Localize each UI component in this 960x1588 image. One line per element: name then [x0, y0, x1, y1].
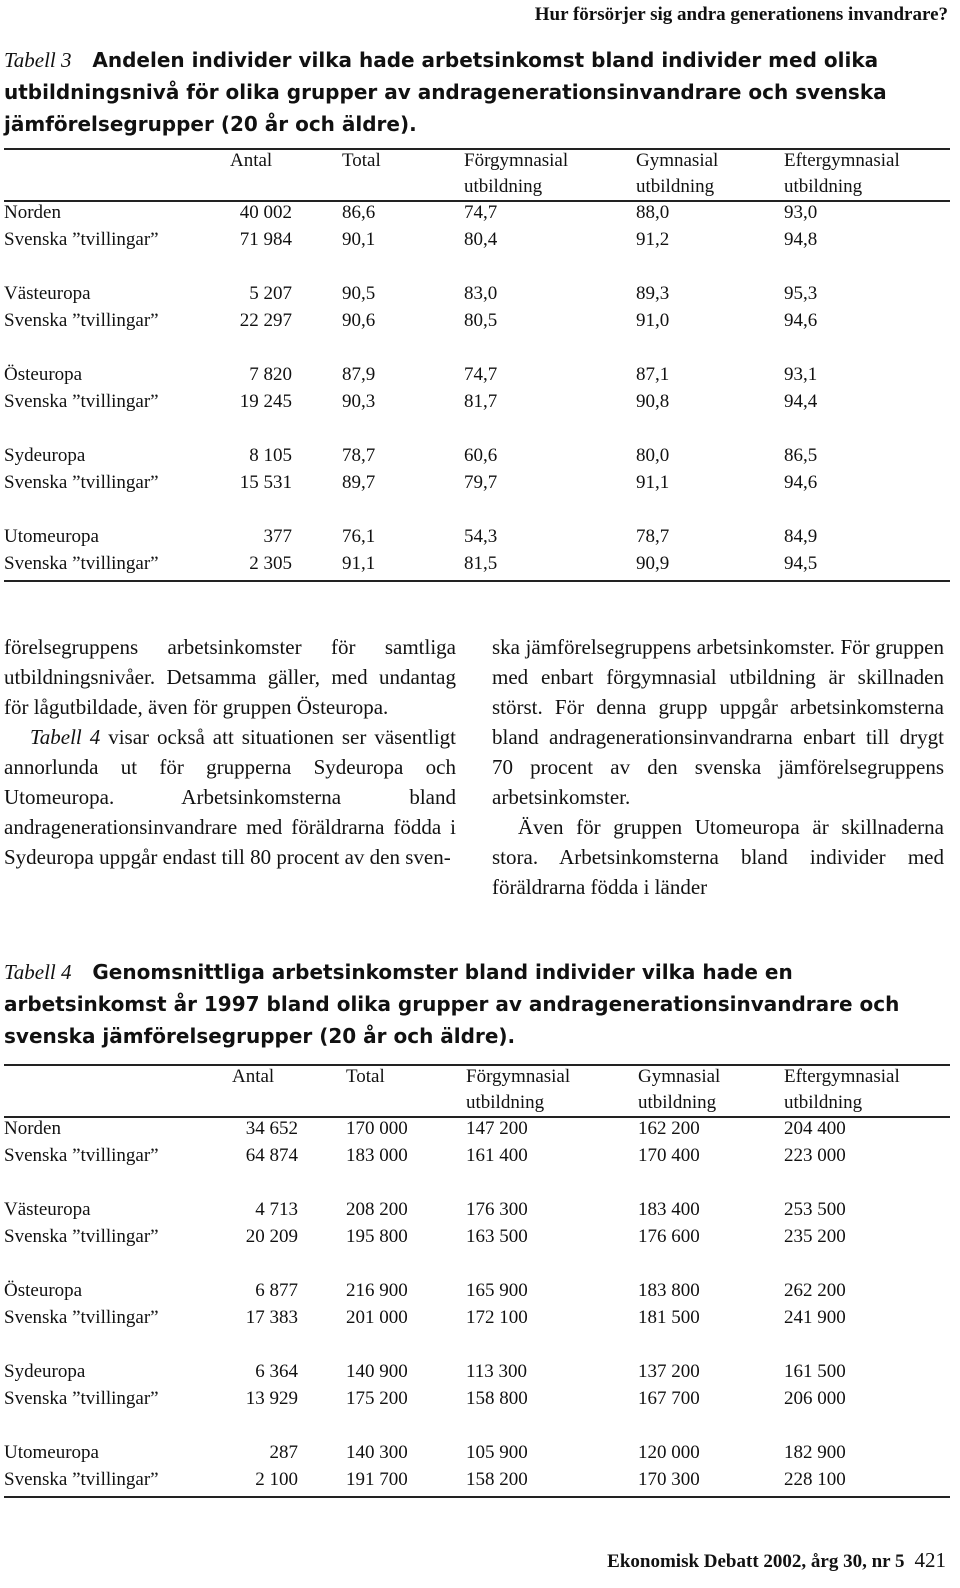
row-label: Sydeuropa	[4, 445, 86, 466]
table4-label: Tabell 4	[4, 960, 72, 984]
table3-caption	[4, 44, 950, 140]
column-header: Eftergymnasial	[784, 150, 900, 171]
table-cell: 91,1	[636, 472, 670, 493]
table-cell: 88,0	[636, 202, 670, 223]
table3	[4, 148, 950, 582]
table-cell: 80,4	[464, 229, 498, 250]
table-row	[4, 364, 950, 391]
table-cell: 183 400	[638, 1199, 700, 1220]
table-cell: 83,0	[464, 283, 498, 304]
body-left-paragraph-2-text: visar också att situationen ser väsentligt annorlunda ut för grupperna Sydeuropa och Utomeuropa. Arbetsinkomsterna bland andragenerationsinvandrare med föräldrarna födda i Sydeuropa uppgår endast till 80 procent av den sven-	[4, 725, 456, 869]
table-cell: 8 105	[249, 445, 292, 466]
table-cell: 60,6	[464, 445, 498, 466]
table-cell: 172 100	[466, 1307, 528, 1328]
table-cell: 95,3	[784, 283, 818, 304]
column-header: utbildning	[784, 176, 863, 197]
row-label: Utomeuropa	[4, 526, 99, 547]
column-header: Eftergymnasial	[784, 1066, 900, 1087]
body-left-paragraph-1: förelsegruppens arbetsinkomster för samtliga utbildningsnivåer. Detsamma gäller, med undantag för lågutbildade, även för gruppen Östeuropa.	[4, 635, 456, 719]
table-cell: 89,7	[342, 472, 376, 493]
table-row	[4, 1361, 950, 1388]
table-cell: 262 200	[784, 1280, 846, 1301]
body-right-paragraph-2: Även för gruppen Utomeuropa är skillnaderna stora. Arbetsinkomsterna bland individer med föräldrarna födda i länder	[492, 815, 944, 899]
table-cell: 80,5	[464, 310, 498, 331]
column-header: Förgymnasial	[464, 150, 569, 171]
column-header: Gymnasial	[636, 150, 719, 171]
column-header: Antal	[230, 150, 273, 171]
table3-title: Andelen individer vilka hade arbetsinkomst bland individer med olika utbildningsnivå för olika grupper av andragenerationsinvandrare och svenska jämförelsegrupper (20 år och äldre).	[4, 48, 887, 136]
table-cell: 87,9	[342, 364, 376, 385]
table-cell: 6 364	[255, 1361, 298, 1382]
table-cell: 223 000	[784, 1145, 846, 1166]
body-left-paragraph-2	[4, 722, 456, 872]
table-cell: 90,9	[636, 553, 670, 574]
table-cell: 158 800	[466, 1388, 528, 1409]
table-cell: 40 002	[239, 202, 292, 223]
body-column-right	[492, 632, 944, 902]
table-cell: 87,1	[636, 364, 670, 385]
column-header: Total	[346, 1066, 385, 1087]
row-label: Svenska ”tvillingar”	[4, 472, 159, 493]
table-bottom-rule	[4, 580, 950, 582]
table-cell: 6 877	[255, 1280, 298, 1301]
row-label: Svenska ”tvillingar”	[4, 553, 159, 574]
table-cell: 140 300	[346, 1442, 408, 1463]
table-cell: 175 200	[346, 1388, 408, 1409]
column-header: Total	[342, 150, 381, 171]
table-cell: 170 300	[638, 1469, 700, 1490]
row-label: Svenska ”tvillingar”	[4, 310, 159, 331]
row-label: Svenska ”tvillingar”	[4, 229, 159, 250]
table4-title: Genomsnittliga arbetsinkomster bland individer vilka hade en arbetsinkomst år 1997 bland olika grupper av andragenerationsinvandrare och svenska jämförelsegrupper (20 år och äldre).	[4, 960, 900, 1048]
table-cell: 74,7	[464, 202, 498, 223]
table-cell: 7 820	[249, 364, 292, 385]
table-cell: 137 200	[638, 1361, 700, 1382]
table-cell: 201 000	[346, 1307, 408, 1328]
table-cell: 90,1	[342, 229, 376, 250]
table-cell: 105 900	[466, 1442, 528, 1463]
table-cell: 162 200	[638, 1118, 700, 1139]
row-label: Östeuropa	[4, 364, 83, 385]
table-cell: 161 400	[466, 1145, 528, 1166]
table-cell: 78,7	[342, 445, 376, 466]
table-cell: 165 900	[466, 1280, 528, 1301]
table-cell: 195 800	[346, 1226, 408, 1247]
table-row	[4, 1226, 950, 1253]
table-cell: 158 200	[466, 1469, 528, 1490]
group-spacer	[4, 499, 950, 526]
table-row	[4, 472, 950, 499]
column-header: utbildning	[464, 176, 543, 197]
table-row	[4, 526, 950, 553]
row-label: Norden	[4, 1118, 61, 1139]
column-header: Förgymnasial	[466, 1066, 571, 1087]
table-cell: 78,7	[636, 526, 670, 547]
table-row	[4, 310, 950, 337]
table-cell: 208 200	[346, 1199, 408, 1220]
table-cell: 253 500	[784, 1199, 846, 1220]
table-cell: 89,3	[636, 283, 670, 304]
row-label: Sydeuropa	[4, 1361, 86, 1382]
table3-label: Tabell 3	[4, 48, 72, 72]
row-label: Utomeuropa	[4, 1442, 99, 1463]
table-cell: 2 305	[249, 553, 292, 574]
table-row	[4, 445, 950, 472]
table-row	[4, 1280, 950, 1307]
table-cell: 22 297	[239, 310, 292, 331]
group-spacer	[4, 1253, 950, 1280]
table-cell: 241 900	[784, 1307, 846, 1328]
row-label: Svenska ”tvillingar”	[4, 1388, 159, 1409]
body-column-left	[4, 632, 456, 872]
table-header	[4, 150, 950, 202]
row-label: Västeuropa	[4, 283, 91, 304]
table-cell: 81,5	[464, 553, 498, 574]
table-cell: 81,7	[464, 391, 498, 412]
column-header: utbildning	[636, 176, 715, 197]
table-row	[4, 229, 950, 256]
table-cell: 235 200	[784, 1226, 846, 1247]
table-cell: 17 383	[245, 1307, 298, 1328]
table-row	[4, 1118, 950, 1145]
table-cell: 71 984	[239, 229, 292, 250]
table-header	[4, 1066, 950, 1118]
table4-reference: Tabell 4	[30, 725, 101, 749]
column-header: utbildning	[784, 1092, 863, 1113]
page-number: 421	[914, 1548, 946, 1572]
row-label: Östeuropa	[4, 1280, 83, 1301]
row-label: Svenska ”tvillingar”	[4, 1226, 159, 1247]
body-right-paragraph-1: ska jämförelsegruppens arbetsinkomster. För gruppen med enbart förgymnasial utbildning är skillnaden störst. För denna grupp uppgår arbetsinkomsterna bland andragenerationsinvandrarna enbart till drygt 70 procent av den svenska jämförelsegruppens arbetsinkomster.	[492, 635, 944, 809]
group-spacer	[4, 1172, 950, 1199]
table-cell: 120 000	[638, 1442, 700, 1463]
column-header: utbildning	[638, 1092, 717, 1113]
table-cell: 94,6	[784, 310, 818, 331]
table-cell: 91,2	[636, 229, 670, 250]
table-row	[4, 283, 950, 310]
table-bottom-rule	[4, 1496, 950, 1498]
table-cell: 79,7	[464, 472, 498, 493]
table-row	[4, 391, 950, 418]
table-cell: 2 100	[255, 1469, 298, 1490]
table-cell: 90,8	[636, 391, 670, 412]
group-spacer	[4, 418, 950, 445]
table-cell: 20 209	[245, 1226, 298, 1247]
table-cell: 86,5	[784, 445, 818, 466]
table4-caption	[4, 956, 950, 1052]
table-cell: 170 000	[346, 1118, 408, 1139]
table-cell: 91,0	[636, 310, 670, 331]
table-cell: 140 900	[346, 1361, 408, 1382]
group-spacer	[4, 256, 950, 283]
table-cell: 94,4	[784, 391, 818, 412]
table-cell: 94,5	[784, 553, 818, 574]
table-cell: 4 713	[255, 1199, 298, 1220]
table-cell: 80,0	[636, 445, 670, 466]
table-cell: 54,3	[464, 526, 498, 547]
table-cell: 181 500	[638, 1307, 700, 1328]
table-cell: 204 400	[784, 1118, 846, 1139]
table-cell: 170 400	[638, 1145, 700, 1166]
table-cell: 64 874	[245, 1145, 298, 1166]
table-cell: 15 531	[239, 472, 292, 493]
table-cell: 161 500	[784, 1361, 846, 1382]
table-cell: 183 800	[638, 1280, 700, 1301]
table-cell: 19 245	[239, 391, 292, 412]
row-label: Svenska ”tvillingar”	[4, 1307, 159, 1328]
group-spacer	[4, 1334, 950, 1361]
table-cell: 93,1	[784, 364, 818, 385]
table-cell: 167 700	[638, 1388, 700, 1409]
table-cell: 176 600	[638, 1226, 700, 1247]
row-label: Norden	[4, 202, 61, 223]
table-cell: 13 929	[245, 1388, 298, 1409]
table-cell: 76,1	[342, 526, 376, 547]
table-row	[4, 1469, 950, 1496]
table-row	[4, 1388, 950, 1415]
table-cell: 91,1	[342, 553, 376, 574]
table-cell: 287	[269, 1442, 298, 1463]
table-cell: 147 200	[466, 1118, 528, 1139]
table-cell: 34 652	[245, 1118, 298, 1139]
column-header: Gymnasial	[638, 1066, 721, 1087]
table-cell: 94,6	[784, 472, 818, 493]
group-spacer	[4, 337, 950, 364]
table-cell: 86,6	[342, 202, 376, 223]
table-cell: 5 207	[249, 283, 292, 304]
table-cell: 90,5	[342, 283, 376, 304]
table-cell: 228 100	[784, 1469, 846, 1490]
table4	[4, 1064, 950, 1498]
table-cell: 216 900	[346, 1280, 408, 1301]
table-row	[4, 1442, 950, 1469]
row-label: Västeuropa	[4, 1199, 91, 1220]
table-row	[4, 1145, 950, 1172]
table-row	[4, 553, 950, 580]
page-footer	[607, 1548, 946, 1573]
running-head: Hur försörjer sig andra generationens invandrare?	[534, 4, 948, 25]
table-cell: 93,0	[784, 202, 818, 223]
table-cell: 182 900	[784, 1442, 846, 1463]
table-cell: 377	[263, 526, 292, 547]
table-cell: 84,9	[784, 526, 818, 547]
table-row	[4, 202, 950, 229]
column-header: utbildning	[466, 1092, 545, 1113]
table-cell: 90,6	[342, 310, 376, 331]
table-cell: 206 000	[784, 1388, 846, 1409]
table-cell: 113 300	[466, 1361, 528, 1382]
table-cell: 176 300	[466, 1199, 528, 1220]
table-row	[4, 1199, 950, 1226]
group-spacer	[4, 1415, 950, 1442]
row-label: Svenska ”tvillingar”	[4, 1469, 159, 1490]
column-header: Antal	[232, 1066, 275, 1087]
journal-name: Ekonomisk Debatt 2002, årg 30, nr 5	[607, 1551, 905, 1572]
table-cell: 74,7	[464, 364, 498, 385]
table-cell: 94,8	[784, 229, 818, 250]
row-label: Svenska ”tvillingar”	[4, 391, 159, 412]
row-label: Svenska ”tvillingar”	[4, 1145, 159, 1166]
table-cell: 183 000	[346, 1145, 408, 1166]
table-row	[4, 1307, 950, 1334]
table-cell: 90,3	[342, 391, 376, 412]
table-cell: 191 700	[346, 1469, 408, 1490]
table-cell: 163 500	[466, 1226, 528, 1247]
